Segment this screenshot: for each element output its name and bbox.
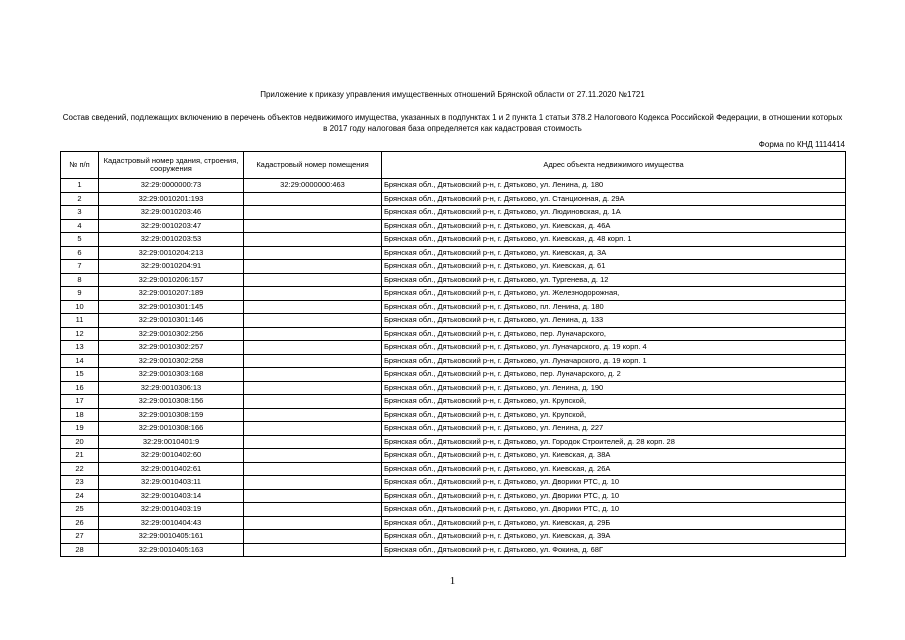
building-cadastral-number-cell: 32:29:0010403:11 xyxy=(99,476,244,490)
table-row xyxy=(61,233,846,247)
address-cell: Брянская обл., Дятьковский р-н, г. Дятьково, ул. Ленина, д. 133 xyxy=(382,314,846,328)
row-number-cell: 16 xyxy=(61,381,99,395)
table-row xyxy=(61,462,846,476)
premises-cadastral-number-cell xyxy=(244,287,382,301)
address-cell: Брянская обл., Дятьковский р-н, г. Дятьково, ул. Городок Строителей, д. 28 корп. 28 xyxy=(382,435,846,449)
address-cell: Брянская обл., Дятьковский р-н, г. Дятьково, ул. Железнодорожная, xyxy=(382,287,846,301)
address-cell: Брянская обл., Дятьковский р-н, г. Дятьково, ул. Дворики РТС, д. 10 xyxy=(382,489,846,503)
building-cadastral-number-cell: 32:29:0000000:73 xyxy=(99,179,244,193)
building-cadastral-number-cell: 32:29:0010204:213 xyxy=(99,246,244,260)
building-cadastral-number-cell: 32:29:0010203:53 xyxy=(99,233,244,247)
premises-cadastral-number-cell: 32:29:0000000:463 xyxy=(244,179,382,193)
address-cell: Брянская обл., Дятьковский р-н, г. Дятьково, ул. Киевская, д. 39А xyxy=(382,530,846,544)
building-cadastral-number-cell: 32:29:0010308:166 xyxy=(99,422,244,436)
address-cell: Брянская обл., Дятьковский р-н, г. Дятьково, ул. Дворики РТС, д. 10 xyxy=(382,476,846,490)
table-row xyxy=(61,530,846,544)
building-cadastral-number-cell: 32:29:0010402:61 xyxy=(99,462,244,476)
premises-cadastral-number-cell xyxy=(244,192,382,206)
premises-cadastral-number-cell xyxy=(244,530,382,544)
row-number-cell: 18 xyxy=(61,408,99,422)
building-cadastral-number-cell: 32:29:0010302:258 xyxy=(99,354,244,368)
building-cadastral-number-cell: 32:29:0010201:193 xyxy=(99,192,244,206)
table-row xyxy=(61,327,846,341)
row-number-cell: 24 xyxy=(61,489,99,503)
building-cadastral-number-cell: 32:29:0010403:14 xyxy=(99,489,244,503)
building-cadastral-number-cell: 32:29:0010308:159 xyxy=(99,408,244,422)
premises-cadastral-number-cell xyxy=(244,314,382,328)
building-cadastral-number-cell: 32:29:0010403:19 xyxy=(99,503,244,517)
row-number-cell: 12 xyxy=(61,327,99,341)
address-cell: Брянская обл., Дятьковский р-н, г. Дятьково, ул. Дворики РТС, д. 10 xyxy=(382,503,846,517)
row-number-cell: 26 xyxy=(61,516,99,530)
building-cadastral-number-cell: 32:29:0010404:43 xyxy=(99,516,244,530)
address-cell: Брянская обл., Дятьковский р-н, г. Дятьково, ул. Ленина, д. 190 xyxy=(382,381,846,395)
row-number-cell: 1 xyxy=(61,179,99,193)
building-cadastral-number-cell: 32:29:0010203:47 xyxy=(99,219,244,233)
premises-cadastral-number-cell xyxy=(244,341,382,355)
address-cell: Брянская обл., Дятьковский р-н, г. Дятьково, ул. Киевская, д. 26А xyxy=(382,462,846,476)
row-number-cell: 6 xyxy=(61,246,99,260)
building-cadastral-number-cell: 32:29:0010206:157 xyxy=(99,273,244,287)
row-number-cell: 13 xyxy=(61,341,99,355)
column-header-premises-cadastral: Кадастровый номер помещения xyxy=(244,152,382,179)
row-number-cell: 20 xyxy=(61,435,99,449)
premises-cadastral-number-cell xyxy=(244,476,382,490)
premises-cadastral-number-cell xyxy=(244,273,382,287)
table-row xyxy=(61,476,846,490)
premises-cadastral-number-cell xyxy=(244,354,382,368)
table-header-row xyxy=(61,152,846,179)
row-number-cell: 11 xyxy=(61,314,99,328)
row-number-cell: 21 xyxy=(61,449,99,463)
premises-cadastral-number-cell xyxy=(244,516,382,530)
row-number-cell: 14 xyxy=(61,354,99,368)
premises-cadastral-number-cell xyxy=(244,422,382,436)
table-row xyxy=(61,543,846,557)
address-cell: Брянская обл., Дятьковский р-н, г. Дятьково, ул. Ленина, д. 227 xyxy=(382,422,846,436)
row-number-cell: 7 xyxy=(61,260,99,274)
table-row xyxy=(61,395,846,409)
table-row xyxy=(61,368,846,382)
premises-cadastral-number-cell xyxy=(244,368,382,382)
premises-cadastral-number-cell xyxy=(244,435,382,449)
building-cadastral-number-cell: 32:29:0010303:168 xyxy=(99,368,244,382)
table-row xyxy=(61,503,846,517)
building-cadastral-number-cell: 32:29:0010207:189 xyxy=(99,287,244,301)
table-body xyxy=(61,179,846,557)
column-header-number: № п/п xyxy=(61,152,99,179)
row-number-cell: 27 xyxy=(61,530,99,544)
address-cell: Брянская обл., Дятьковский р-н, г. Дятьково, ул. Киевская, д. 48 корп. 1 xyxy=(382,233,846,247)
table-row xyxy=(61,300,846,314)
premises-cadastral-number-cell xyxy=(244,300,382,314)
building-cadastral-number-cell: 32:29:0010306:13 xyxy=(99,381,244,395)
table-row xyxy=(61,179,846,193)
row-number-cell: 2 xyxy=(61,192,99,206)
table-row xyxy=(61,192,846,206)
premises-cadastral-number-cell xyxy=(244,489,382,503)
premises-cadastral-number-cell xyxy=(244,260,382,274)
table-row xyxy=(61,206,846,220)
premises-cadastral-number-cell xyxy=(244,503,382,517)
row-number-cell: 9 xyxy=(61,287,99,301)
address-cell: Брянская обл., Дятьковский р-н, г. Дятьково, ул. Ленина, д. 180 xyxy=(382,179,846,193)
row-number-cell: 17 xyxy=(61,395,99,409)
address-cell: Брянская обл., Дятьковский р-н, г. Дятьково, пер. Луначарского, д. 2 xyxy=(382,368,846,382)
table-row xyxy=(61,449,846,463)
table-row xyxy=(61,381,846,395)
address-cell: Брянская обл., Дятьковский р-н, г. Дятьково, ул. Киевская, д. 61 xyxy=(382,260,846,274)
column-header-address: Адрес объекта недвижимого имущества xyxy=(382,152,846,179)
address-cell: Брянская обл., Дятьковский р-н, г. Дятьково, ул. Людиновская, д. 1А xyxy=(382,206,846,220)
building-cadastral-number-cell: 32:29:0010308:156 xyxy=(99,395,244,409)
table-row xyxy=(61,354,846,368)
address-cell: Брянская обл., Дятьковский р-н, г. Дятьково, ул. Киевская, д. 3А xyxy=(382,246,846,260)
premises-cadastral-number-cell xyxy=(244,233,382,247)
building-cadastral-number-cell: 32:29:0010301:145 xyxy=(99,300,244,314)
row-number-cell: 23 xyxy=(61,476,99,490)
premises-cadastral-number-cell xyxy=(244,327,382,341)
premises-cadastral-number-cell xyxy=(244,246,382,260)
table-row xyxy=(61,489,846,503)
row-number-cell: 15 xyxy=(61,368,99,382)
row-number-cell: 25 xyxy=(61,503,99,517)
row-number-cell: 19 xyxy=(61,422,99,436)
document-title: Приложение к приказу управления имущественных отношений Брянской области от 27.11.2020 №1721 xyxy=(260,90,645,99)
table-row xyxy=(61,314,846,328)
table-row xyxy=(61,435,846,449)
page-number: 1 xyxy=(449,575,456,587)
table-row xyxy=(61,341,846,355)
address-cell: Брянская обл., Дятьковский р-н, г. Дятьково, ул. Фокина, д. 68Г xyxy=(382,543,846,557)
row-number-cell: 10 xyxy=(61,300,99,314)
premises-cadastral-number-cell xyxy=(244,219,382,233)
table-row xyxy=(61,273,846,287)
row-number-cell: 22 xyxy=(61,462,99,476)
row-number-cell: 28 xyxy=(61,543,99,557)
premises-cadastral-number-cell xyxy=(244,449,382,463)
building-cadastral-number-cell: 32:29:0010405:161 xyxy=(99,530,244,544)
premises-cadastral-number-cell xyxy=(244,462,382,476)
table-row xyxy=(61,246,846,260)
address-cell: Брянская обл., Дятьковский р-н, г. Дятьково, ул. Луначарского, д. 19 корп. 4 xyxy=(382,341,846,355)
address-cell: Брянская обл., Дятьковский р-н, г. Дятьково, ул. Тургенева, д. 12 xyxy=(382,273,846,287)
building-cadastral-number-cell: 32:29:0010302:257 xyxy=(99,341,244,355)
premises-cadastral-number-cell xyxy=(244,206,382,220)
building-cadastral-number-cell: 32:29:0010401:9 xyxy=(99,435,244,449)
table-row xyxy=(61,516,846,530)
address-cell: Брянская обл., Дятьковский р-н, г. Дятьково, ул. Крупской, xyxy=(382,408,846,422)
address-cell: Брянская обл., Дятьковский р-н, г. Дятьково, ул. Крупской, xyxy=(382,395,846,409)
address-cell: Брянская обл., Дятьковский р-н, г. Дятьково, ул. Киевская, д. 29Б xyxy=(382,516,846,530)
form-code: Форма по КНД 1114414 xyxy=(758,140,845,149)
row-number-cell: 5 xyxy=(61,233,99,247)
premises-cadastral-number-cell xyxy=(244,381,382,395)
table-row xyxy=(61,219,846,233)
building-cadastral-number-cell: 32:29:0010301:146 xyxy=(99,314,244,328)
premises-cadastral-number-cell xyxy=(244,543,382,557)
building-cadastral-number-cell: 32:29:0010405:163 xyxy=(99,543,244,557)
table-row xyxy=(61,260,846,274)
table-row xyxy=(61,408,846,422)
address-cell: Брянская обл., Дятьковский р-н, г. Дятьково, пер. Луначарского, xyxy=(382,327,846,341)
address-cell: Брянская обл., Дятьковский р-н, г. Дятьково, ул. Станционная, д. 29А xyxy=(382,192,846,206)
row-number-cell: 3 xyxy=(61,206,99,220)
building-cadastral-number-cell: 32:29:0010302:256 xyxy=(99,327,244,341)
building-cadastral-number-cell: 32:29:0010203:46 xyxy=(99,206,244,220)
address-cell: Брянская обл., Дятьковский р-н, г. Дятьково, пл. Ленина, д. 180 xyxy=(382,300,846,314)
property-register-table xyxy=(60,151,846,557)
table-row xyxy=(61,422,846,436)
building-cadastral-number-cell: 32:29:0010402:60 xyxy=(99,449,244,463)
address-cell: Брянская обл., Дятьковский р-н, г. Дятьково, ул. Луначарского, д. 19 корп. 1 xyxy=(382,354,846,368)
address-cell: Брянская обл., Дятьковский р-н, г. Дятьково, ул. Киевская, д. 38А xyxy=(382,449,846,463)
premises-cadastral-number-cell xyxy=(244,395,382,409)
row-number-cell: 8 xyxy=(61,273,99,287)
row-number-cell: 4 xyxy=(61,219,99,233)
building-cadastral-number-cell: 32:29:0010204:91 xyxy=(99,260,244,274)
premises-cadastral-number-cell xyxy=(244,408,382,422)
document-subtitle: Состав сведений, подлежащих включению в перечень объектов недвижимого имущества, указанных в подпунктах 1 и 2 пункта 1 статьи 378.2 Налогового Кодекса Российской Федерации, в отношении которых в 2017 году налоговая база определяется как кадастровая стоимость xyxy=(62,113,843,133)
table-row xyxy=(61,287,846,301)
address-cell: Брянская обл., Дятьковский р-н, г. Дятьково, ул. Киевская, д. 46А xyxy=(382,219,846,233)
column-header-building-cadastral: Кадастровый номер здания, строения, сооружения xyxy=(99,152,244,179)
